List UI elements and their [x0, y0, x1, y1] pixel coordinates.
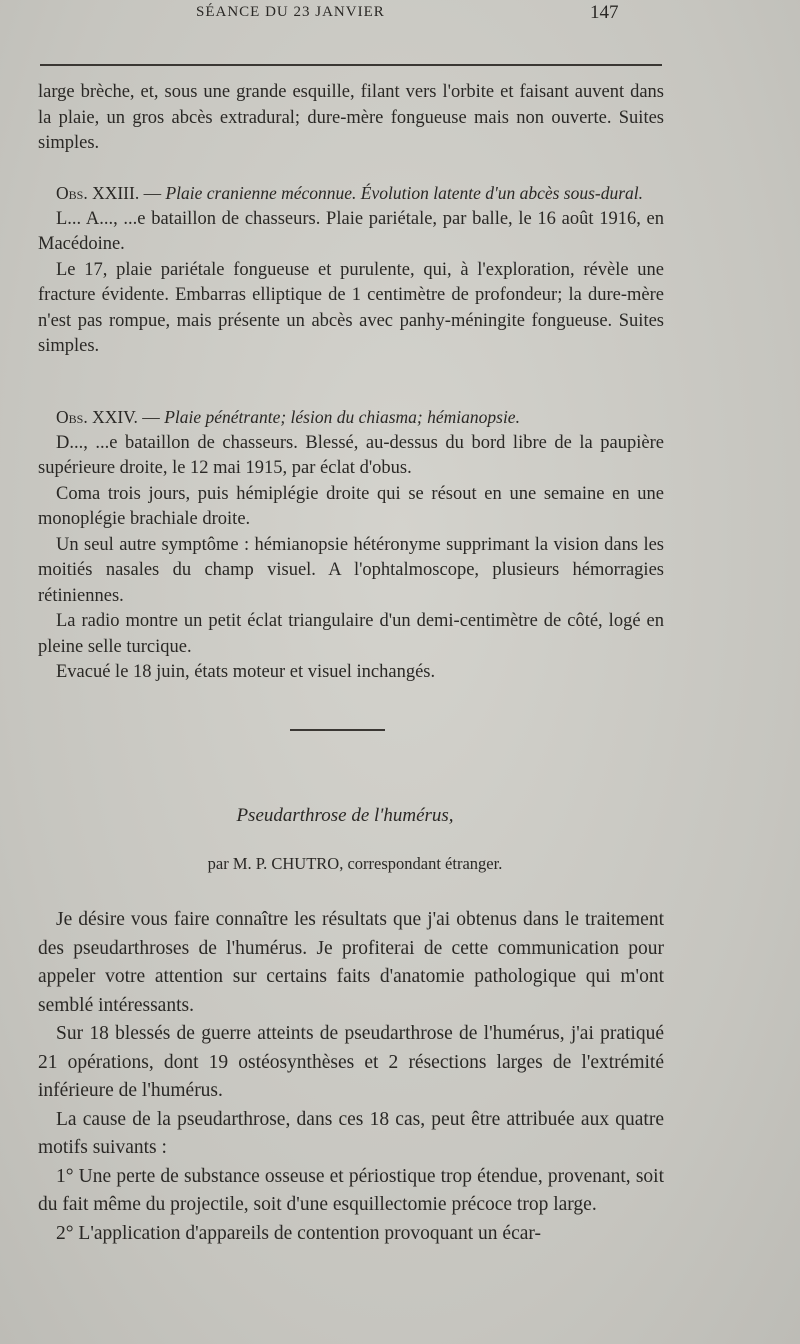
- obs-24-para-1: D..., ...e bataillon de chasseurs. Blessé, au-dessus du bord libre de la paupière supérieure droite, le 12 mai 1915, par éclat d'obus.: [38, 432, 664, 478]
- obs-23-block: [38, 181, 664, 360]
- article-para-1: Je désire vous faire connaître les résultats que j'ai obtenus dans le traitement des pseudarthroses de l'humérus. Je profiterai de cette communication pour appeler votre attention sur certains faits d'anatomie pathologique qui m'ont semblé intéressants.: [38, 909, 664, 1016]
- article-author: par M. P. CHUTRO, correspondant étranger.: [207, 854, 503, 873]
- obs-23-para-2: Le 17, plaie pariétale fongueuse et purulente, qui, à l'exploration, révèle une fracture évidente. Embarras elliptique de 1 centimètre de profondeur; la dure-mère n'est pas rompue, mais présente un abcès avec panhy-méningite fongueuse. Suites simples.: [38, 259, 664, 356]
- obs-24-label: Obs. XXIV. —: [56, 407, 160, 427]
- obs-24-heading: [38, 405, 664, 431]
- prev-case-block: [38, 80, 664, 157]
- obs-23-label: Obs. XXIII. —: [56, 183, 162, 203]
- obs-24-title: Plaie pénétrante; lésion du chiasma; hémianopsie.: [164, 407, 520, 427]
- obs-24-block: [38, 405, 664, 686]
- article-title: Pseudarthrose de l'humérus,: [236, 805, 454, 826]
- obs-24-para-2: Coma trois jours, puis hémiplégie droite qui se résout en une semaine en une monoplégie brachiale droite.: [38, 483, 664, 529]
- obs-23-para-1: L... A..., ...e bataillon de chasseurs. Plaie pariétale, par balle, le 16 août 1916, en Macédoine.: [38, 208, 664, 254]
- obs-24-para-4: La radio montre un petit éclat triangulaire d'un demi-centimètre de côté, logé en pleine selle turcique.: [38, 611, 664, 657]
- article-body: [38, 906, 664, 1248]
- article-para-5: 2° L'application d'appareils de contention provoquant un écar-: [56, 1222, 541, 1244]
- obs-24-para-3: Un seul autre symptôme : hémianopsie hétéronyme supprimant la vision dans les moitiés nasales du champ visuel. A l'ophtalmoscope, plusieurs hémorragies rétiniennes.: [38, 534, 664, 606]
- obs-23-heading: [38, 181, 664, 207]
- running-head: SÉANCE DU 23 JANVIER: [196, 4, 385, 20]
- article-para-2: Sur 18 blessés de guerre atteints de pseudarthrose de l'humérus, j'ai pratiqué 21 opérations, dont 19 ostéosynthèses et 2 résections larges de l'extrémité inférieure de l'humérus.: [38, 1023, 664, 1101]
- header-rule: [40, 64, 662, 66]
- section-divider: [290, 729, 385, 731]
- page-number: 147: [590, 2, 619, 23]
- prev-case-continuation: large brèche, et, sous une grande esquille, filant vers l'orbite et faisant auvent dans la plaie, un gros abcès extradural; dure-mère fongueuse mais non ouverte. Suites simples.: [38, 82, 664, 153]
- article-para-3: La cause de la pseudarthrose, dans ces 18 cas, peut être attribuée aux quatre motifs suivants :: [38, 1108, 664, 1158]
- article-para-4: 1° Une perte de substance osseuse et périostique trop étendue, provenant, soit du fait même du projectile, soit d'une esquillectomie précoce trop large.: [38, 1165, 664, 1215]
- obs-24-para-5: Evacué le 18 juin, états moteur et visuel inchangés.: [56, 662, 436, 682]
- obs-23-title: Plaie cranienne méconnue. Évolution latente d'un abcès sous-dural.: [165, 183, 644, 203]
